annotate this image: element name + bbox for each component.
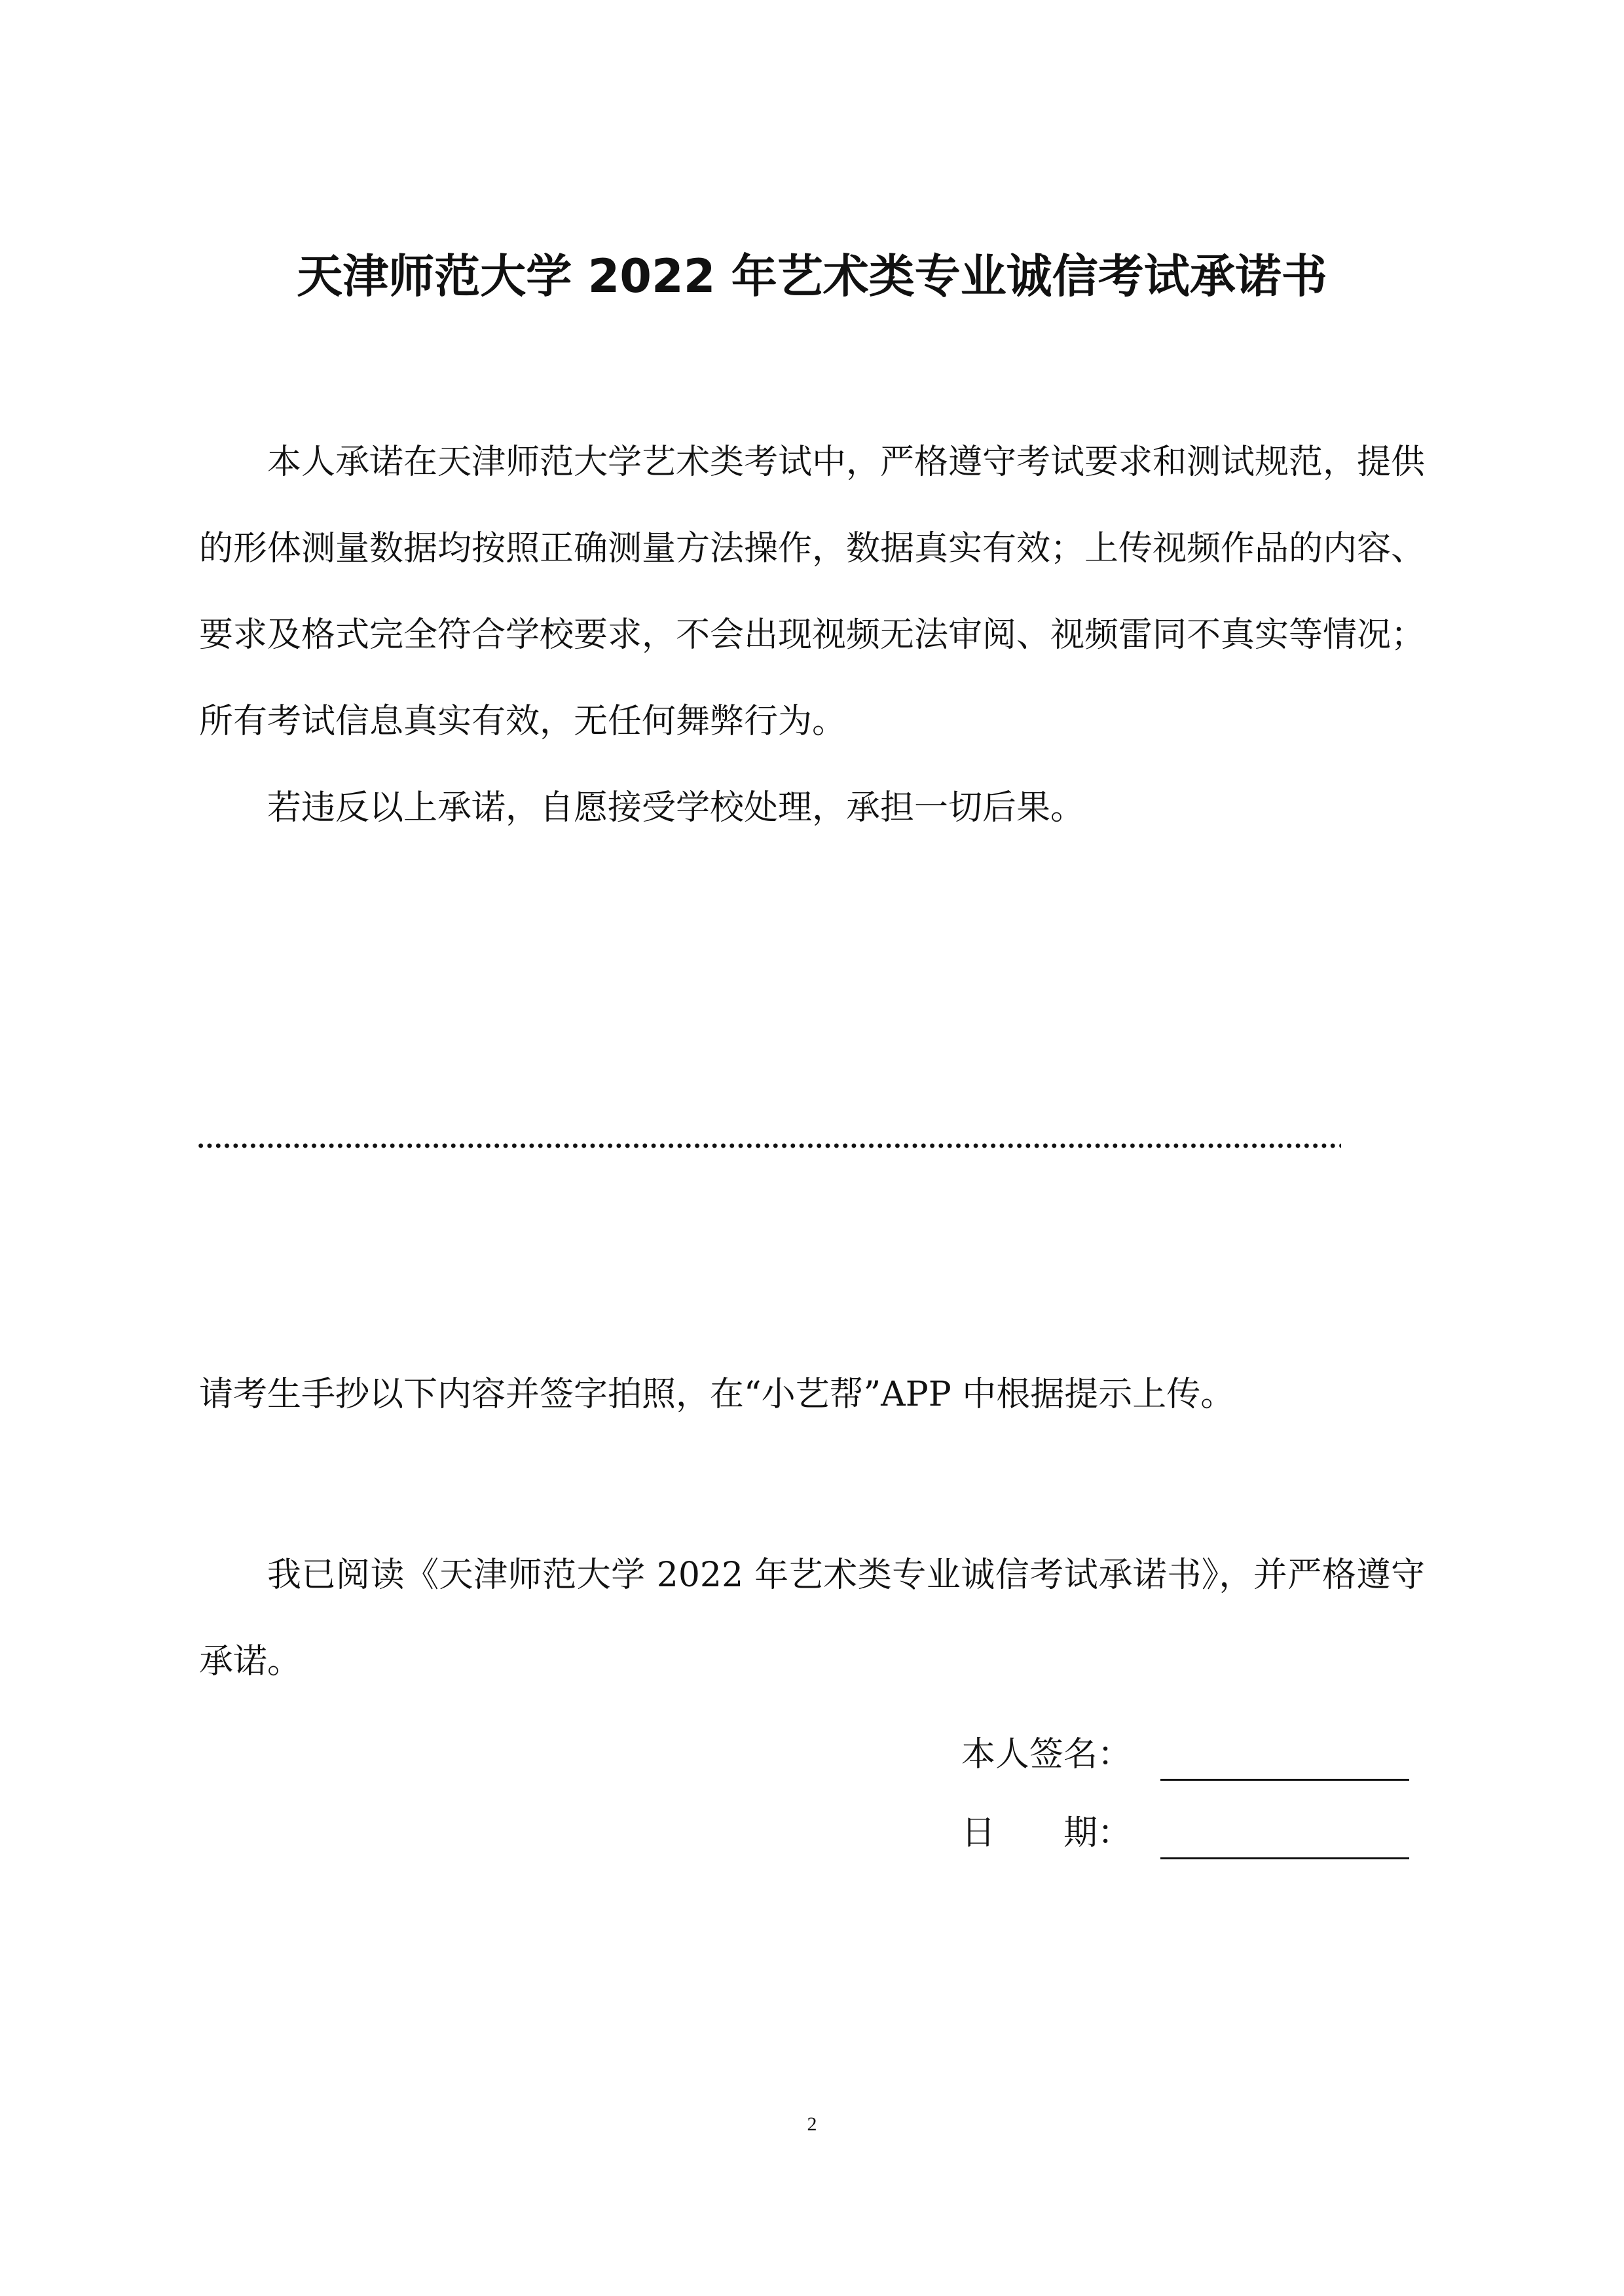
date-label bbox=[961, 1807, 1155, 1859]
date-label-first-char: 日 bbox=[961, 1813, 996, 1853]
date-label-second-part: 期： bbox=[1063, 1813, 1132, 1853]
date-row bbox=[961, 1807, 1409, 1859]
copy-text-paragraph: 我已阅读《天津师范大学 2022 年艺术类专业诚信考试承诺书》，并严格遵守承诺。 bbox=[199, 1556, 1425, 1681]
date-blank[interactable] bbox=[1160, 1818, 1409, 1859]
copy-instruction: 请考生手抄以下内容并签字拍照，在“小艺帮”APP 中根据提示上传。 bbox=[199, 1375, 1235, 1414]
consequence-paragraph: 若违反以上承诺，自愿接受学校处理，承担一切后果。 bbox=[267, 788, 1085, 828]
signature-row bbox=[961, 1728, 1409, 1781]
signature-label: 本人签名： bbox=[961, 1735, 1132, 1774]
pledge-paragraph: 本人承诺在天津师范大学艺术类考试中，严格遵守考试要求和测试规范，提供的形体测量数据均按照正确测量方法操作，数据真实有效；上传视频作品的内容、要求及格式完全符合学校要求，不会出现视频无法审阅、视频雷同不真实等情况；所有考试信息真实有效，无任何舞弊行为。 bbox=[199, 443, 1426, 741]
dotted-separator bbox=[196, 1139, 1341, 1152]
signature-blank[interactable] bbox=[1160, 1740, 1409, 1781]
page-number: 2 bbox=[807, 2113, 817, 2135]
page-title: 天津师范大学 2022 年艺术类专业诚信考试承诺书 bbox=[297, 249, 1327, 303]
